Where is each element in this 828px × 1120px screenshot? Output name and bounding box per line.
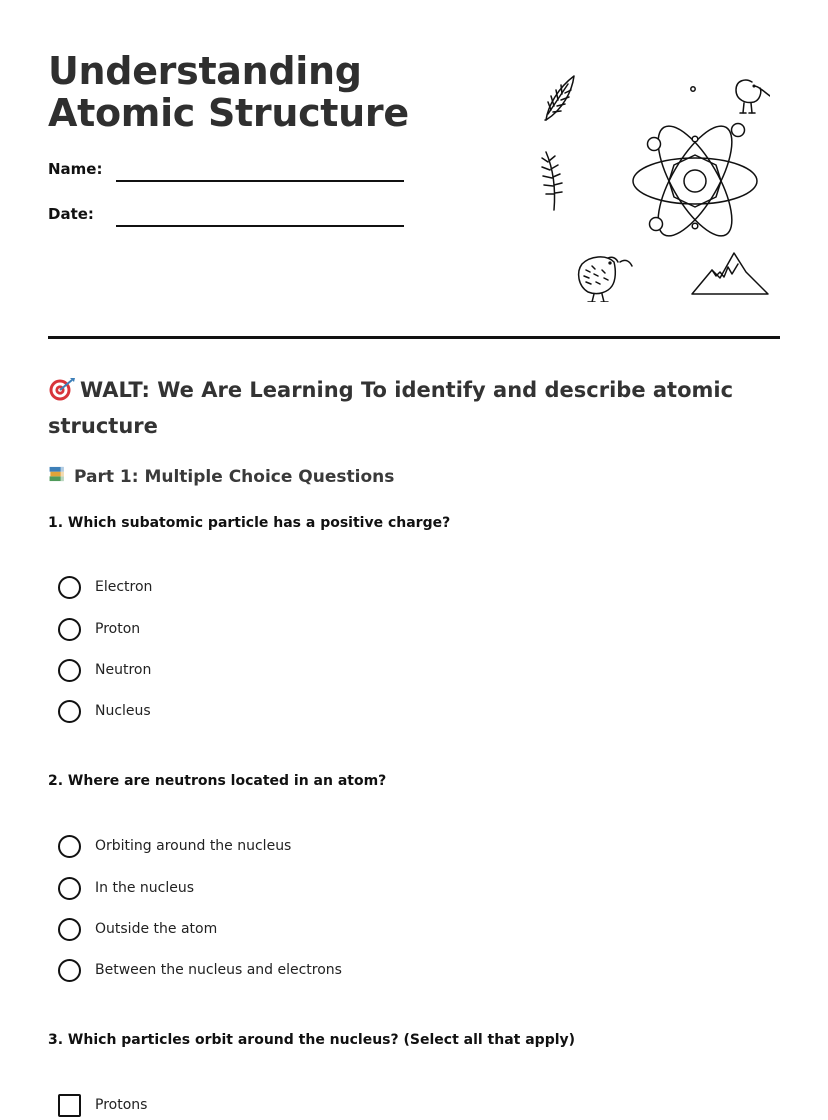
kiwi-bird-icon <box>736 80 770 113</box>
name-write-line[interactable] <box>116 180 404 182</box>
walt-heading <box>48 372 748 444</box>
q2-option-outside[interactable] <box>58 918 458 944</box>
target-icon <box>48 377 76 401</box>
radio-button[interactable] <box>58 576 81 599</box>
option-label: Orbiting around the nucleus <box>95 838 292 854</box>
atom-illustration <box>524 66 770 302</box>
option-label: Outside the atom <box>95 921 218 937</box>
fern-sprig-icon <box>542 152 562 210</box>
name-field <box>48 160 408 190</box>
radio-button[interactable] <box>58 659 81 682</box>
question-2-text: 2. Where are neutrons located in an atom? <box>48 773 387 789</box>
option-label: Protons <box>95 1097 148 1113</box>
walt-text: WALT: We Are Learning To identify and describe atomic structure <box>48 378 734 438</box>
question-1-text: 1. Which subatomic particle has a positive charge? <box>48 515 451 531</box>
checkbox[interactable] <box>58 1094 81 1117</box>
option-label: In the nucleus <box>95 880 194 896</box>
q3-option-protons[interactable] <box>58 1094 458 1120</box>
radio-button[interactable] <box>58 700 81 723</box>
question-3-text: 3. Which particles orbit around the nucleus? (Select all that apply) <box>48 1032 576 1048</box>
kiwi-bird-detailed-icon <box>579 257 632 302</box>
q1-option-neutron[interactable] <box>58 659 458 685</box>
date-write-line[interactable] <box>116 225 404 227</box>
q1-option-nucleus[interactable] <box>58 700 458 726</box>
mountain-icon <box>692 253 768 294</box>
header-divider <box>48 336 780 339</box>
books-icon <box>48 462 70 486</box>
option-label: Electron <box>95 579 153 595</box>
atom-icon <box>633 116 757 246</box>
name-label: Name: <box>48 160 103 178</box>
small-dot-icon <box>691 87 695 91</box>
option-label: Between the nucleus and electrons <box>95 962 342 978</box>
radio-button[interactable] <box>58 618 81 641</box>
date-field <box>48 205 408 235</box>
q2-option-orbiting[interactable] <box>58 835 458 861</box>
worksheet-page <box>48 0 780 1118</box>
radio-button[interactable] <box>58 959 81 982</box>
part1-title: Part 1: Multiple Choice Questions <box>74 467 395 487</box>
radio-button[interactable] <box>58 835 81 858</box>
worksheet-title: Understanding Atomic Structure <box>48 49 409 135</box>
option-label: Neutron <box>95 662 152 678</box>
q1-option-proton[interactable] <box>58 618 458 644</box>
fern-leaf-icon <box>545 76 574 120</box>
part1-heading <box>48 462 394 491</box>
radio-button[interactable] <box>58 877 81 900</box>
q1-option-electron[interactable] <box>58 576 458 602</box>
option-label: Proton <box>95 621 141 637</box>
date-label: Date: <box>48 205 94 223</box>
q2-option-between[interactable] <box>58 959 458 985</box>
q2-option-in-nucleus[interactable] <box>58 877 458 903</box>
option-label: Nucleus <box>95 703 151 719</box>
radio-button[interactable] <box>58 918 81 941</box>
